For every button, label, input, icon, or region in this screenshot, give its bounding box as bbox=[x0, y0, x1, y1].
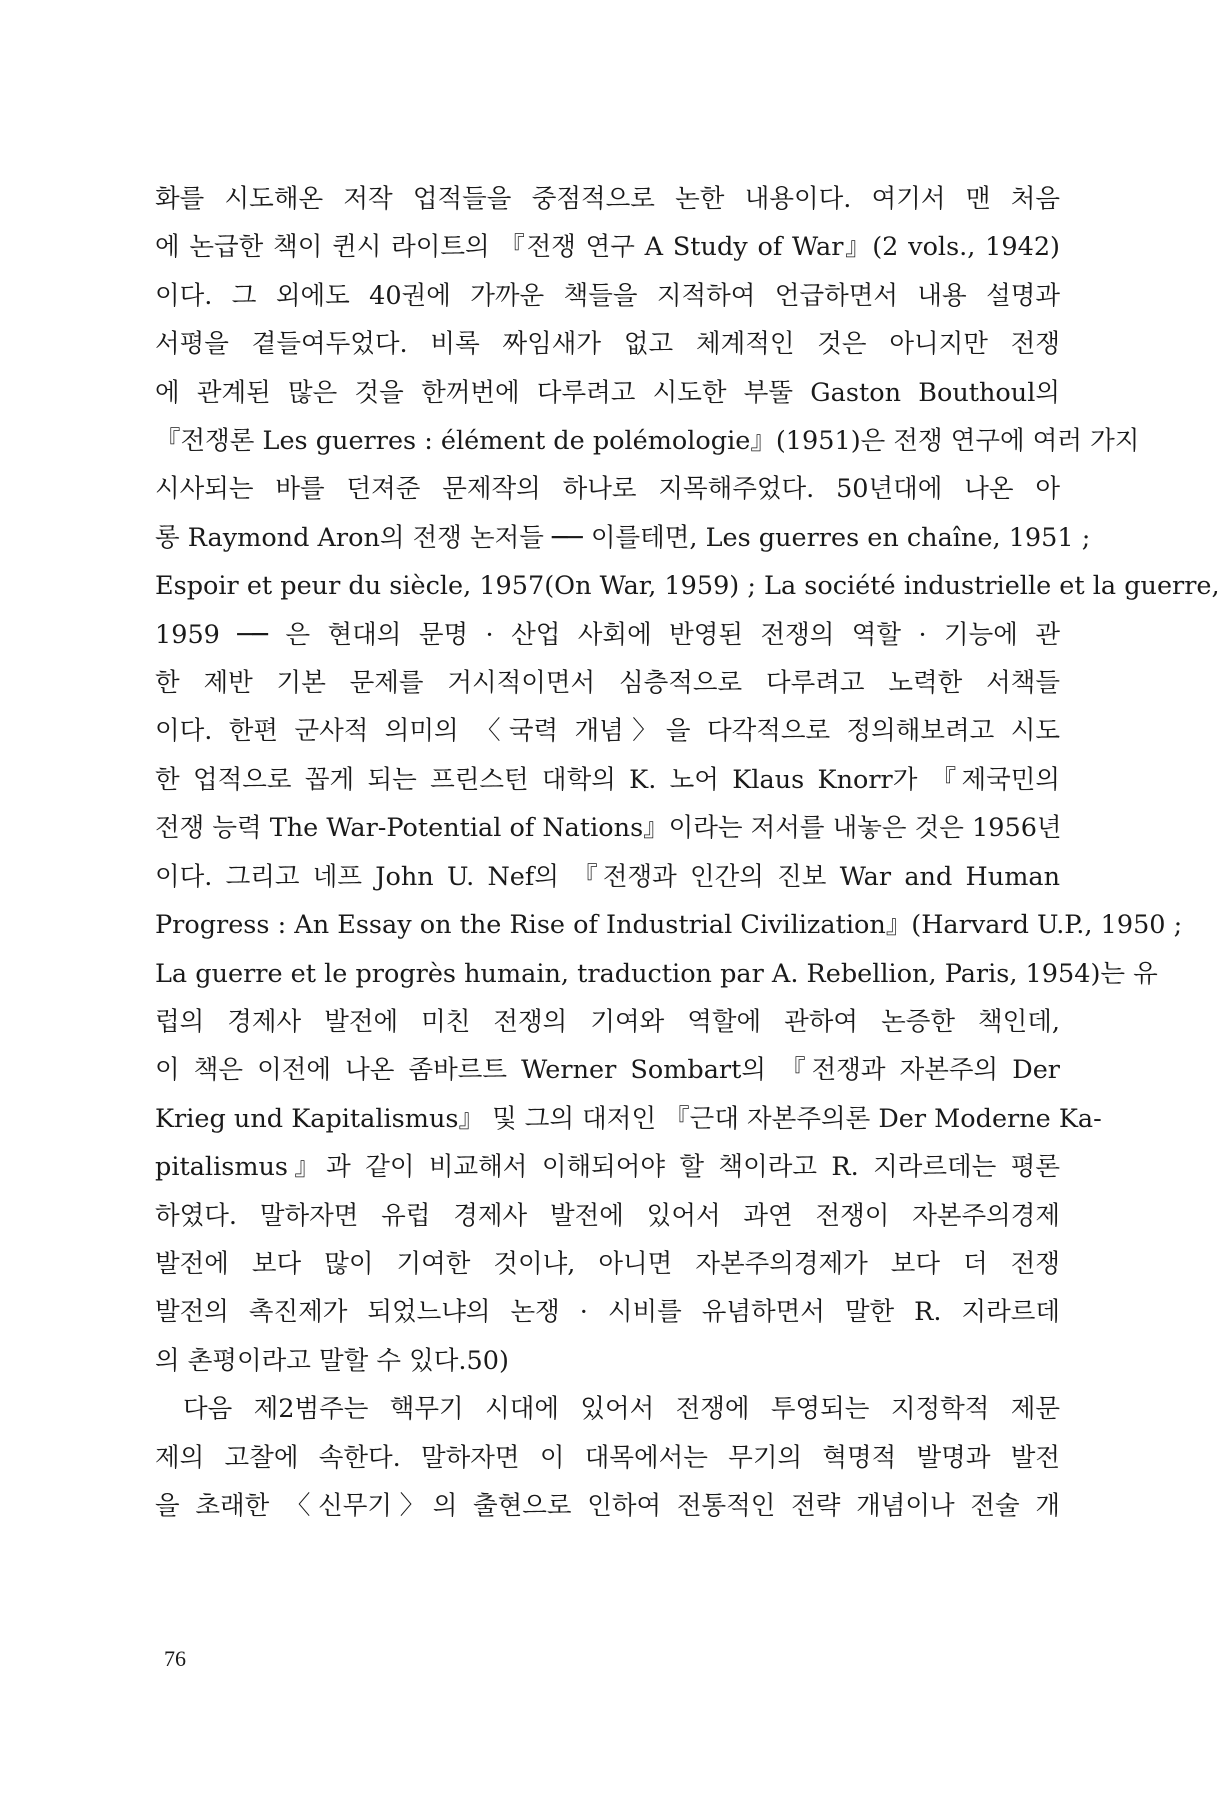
text-line: 발전에 보다 많이 기여한 것이냐, 아니면 자본주의경제가 보다 더 전쟁 bbox=[155, 1248, 1060, 1279]
text-line: 럽의 경제사 발전에 미친 전쟁의 기여와 역할에 관하여 논증한 책인데, bbox=[155, 1006, 1060, 1037]
text-line: pitalismus』과 같이 비교해서 이해되어야 할 책이라고 R. 지라르데는 평론 bbox=[155, 1152, 1060, 1183]
text-line: 이다. 한편 군사적 의미의 〈국력 개념〉을 다각적으로 정의해보려고 시도 bbox=[155, 716, 1060, 747]
text-line: 시사되는 바를 던져준 문제작의 하나로 지목해주었다. 50년대에 나온 아 bbox=[155, 474, 1060, 505]
text-line: Espoir et peur du siècle, 1957(On War, 1959) ; La société industrielle et la guerre, bbox=[155, 571, 1220, 602]
text-line: 한 업적으로 꼽게 되는 프린스턴 대학의 K. 노어 Klaus Knorr가 『제국민의 bbox=[155, 764, 1060, 795]
text-line: La guerre et le progrès humain, traduction par A. Rebellion, Paris, 1954)는 유 bbox=[155, 958, 1158, 989]
text-line: Krieg und Kapitalismus』 및 그의 대저인 『근대 자본주의론 Der Moderne Ka- bbox=[155, 1103, 1102, 1134]
text-line: 에 관계된 많은 것을 한꺼번에 다루려고 시도한 부뚤 Gaston Bouthoul의 bbox=[155, 377, 1060, 408]
text-line: 을 초래한 〈신무기〉의 출현으로 인하여 전통적인 전략 개념이나 전술 개 bbox=[155, 1490, 1060, 1521]
text-line: 전쟁 능력 The War-Potential of Nations』이라는 저서를 내놓은 것은 1956년 bbox=[155, 813, 1062, 844]
text-line: 롱 Raymond Aron의 전쟁 논저들 ── 이를테면, Les guerres en chaîne, 1951 ; bbox=[155, 522, 1091, 553]
text-line: 한 제반 기본 문제를 거시적이면서 심층적으로 다루려고 노력한 서책들 bbox=[155, 668, 1060, 699]
page-number: 76 bbox=[164, 1646, 186, 1671]
text-line: 1959 ── 은 현대의 문명 · 산업 사회에 반영된 전쟁의 역할 · 기능에 관 bbox=[155, 619, 1060, 650]
text-line: 하였다. 말하자면 유럽 경제사 발전에 있어서 과연 전쟁이 자본주의경제 bbox=[155, 1200, 1060, 1231]
text-line: 이다. 그리고 네프 John U. Nef의 『전쟁과 인간의 진보 War and Human bbox=[155, 861, 1060, 892]
text-line: 이다. 그 외에도 40권에 가까운 책들을 지적하여 언급하면서 내용 설명과 bbox=[155, 280, 1060, 311]
text-line: 다음 제2범주는 핵무기 시대에 있어서 전쟁에 투영되는 지정학적 제문 bbox=[183, 1394, 1060, 1425]
text-line: 이 책은 이전에 나온 좀바르트 Werner Sombart의 『전쟁과 자본주의 Der bbox=[155, 1055, 1060, 1086]
text-line: 서평을 곁들여두었다. 비록 짜임새가 없고 체계적인 것은 아니지만 전쟁 bbox=[155, 329, 1060, 360]
text-line: 『전쟁론 Les guerres : élément de polémologie』(1951)은 전쟁 연구에 여러 가지 bbox=[155, 426, 1140, 457]
text-line: 발전의 촉진제가 되었느냐의 논쟁 · 시비를 유념하면서 말한 R. 지라르데 bbox=[155, 1297, 1060, 1328]
text-line: 의 촌평이라고 말할 수 있다.50) bbox=[155, 1345, 509, 1376]
body-text bbox=[155, 175, 1220, 1530]
text-line: 화를 시도해온 저작 업적들을 중점적으로 논한 내용이다. 여기서 맨 처음 bbox=[155, 184, 1060, 214]
text-line: 제의 고찰에 속한다. 말하자면 이 대목에서는 무기의 혁명적 발명과 발전 bbox=[155, 1442, 1060, 1473]
text-line: Progress : An Essay on the Rise of Industrial Civilization』(Harvard U.P., 1950 ; bbox=[155, 910, 1183, 941]
text-line: 에 논급한 책이 퀸시 라이트의 『전쟁 연구 A Study of War』(2 vols., 1942) bbox=[155, 232, 1060, 263]
